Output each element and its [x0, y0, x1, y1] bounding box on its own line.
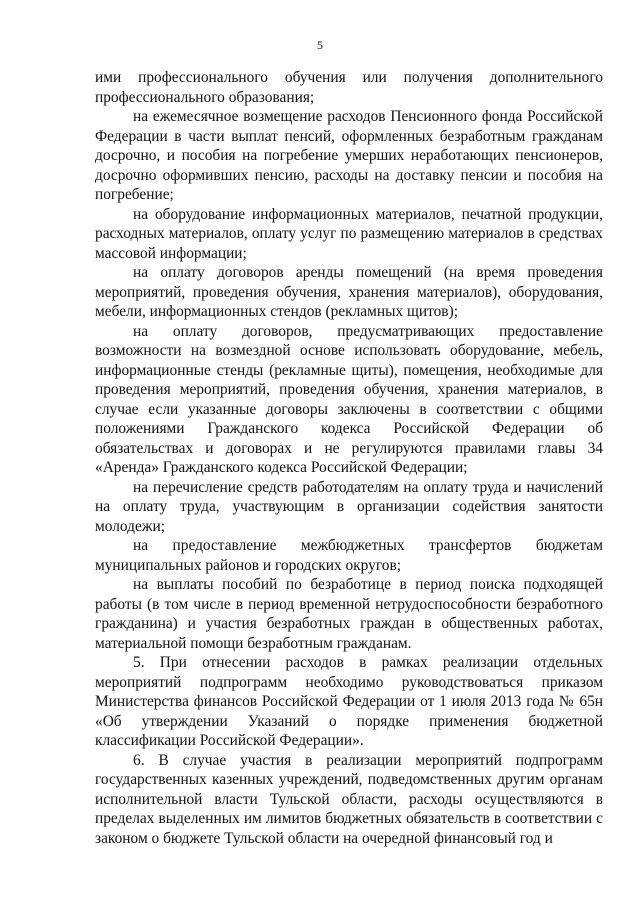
paragraph-interbudget-transfers: на предоставление межбюджетных трансфертов бюджетам муниципальных районов и городских округов;: [95, 537, 603, 574]
paragraph-premises-rent: на оплату договоров аренды помещений (на время проведения мероприятий, проведения обучения, хранения материалов), оборудования, мебели, информационных стендов (рекламных щитов);: [95, 264, 603, 320]
paragraph-continuation: ими профессионального обучения или получения дополнительного профессионального образования;: [95, 69, 603, 106]
body-text: [95, 68, 603, 848]
paragraph-unemployment-benefits: на выплаты пособий по безработице в период поиска подходящей работы (в том числе в период временной нетрудоспособности безработного гражданина) и участия безработных граждан в общественных работах, материальной помощи безработным гражданам.: [95, 576, 603, 652]
paragraph-information-materials: на оборудование информационных материалов, печатной продукции, расходных материалов, оплату услуг по размещению материалов в средствах массовой информации;: [95, 205, 603, 262]
paragraph-item-5: 5. При отнесении расходов в рамках реализации отдельных мероприятий подпрограмм необходимо руководствоваться приказом Министерства финансов Российской Федерации от 1 июля 2013 года № 65н «Об утверждении Указаний о порядке применения бюджетной классификации Российской Федерации».: [95, 654, 603, 749]
page-number: 5: [317, 38, 323, 52]
paragraph-item-6: 6. В случае участия в реализации мероприятий подпрограмм государственных казенных учреждений, подведомственных другим органам исполнительной власти Тульской области, расходы осуществляются в пределах выделенных им лимитов бюджетных обязательств в соответствии с законом о бюджете Тульской области на очередной финансовый год и: [95, 751, 603, 847]
paragraph-pension-fund-reimbursement: на ежемесячное возмещение расходов Пенсионного фонда Российской Федерации в части выплат пенсий, оформленных безработным гражданам досрочно, и пособия на погребение умерших неработающих пенсионеров, досрочно оформивших пенсию, расходы на доставку пенсии и пособия на погребение;: [95, 108, 603, 203]
paragraph-employer-payments: на перечисление средств работодателям на оплату труда и начислений на оплату труда, участвующим в организации содействия занятости молодежи;: [95, 478, 603, 535]
paragraph-equipment-contracts: на оплату договоров, предусматривающих предоставление возможности на возмездной основе использовать оборудование, мебель, информационные стенды (рекламные щиты), помещения, необходимые для проведения мероприятий, проведения обучения, хранения материалов, в случае если указанные договоры заключены в соответствии с общими положениями Гражданского кодекса Российской Федерации об обязательствах и договорах и не регулируются правилами главы 34 «Аренда» Гражданского кодекса Российской Федерации;: [95, 322, 603, 476]
